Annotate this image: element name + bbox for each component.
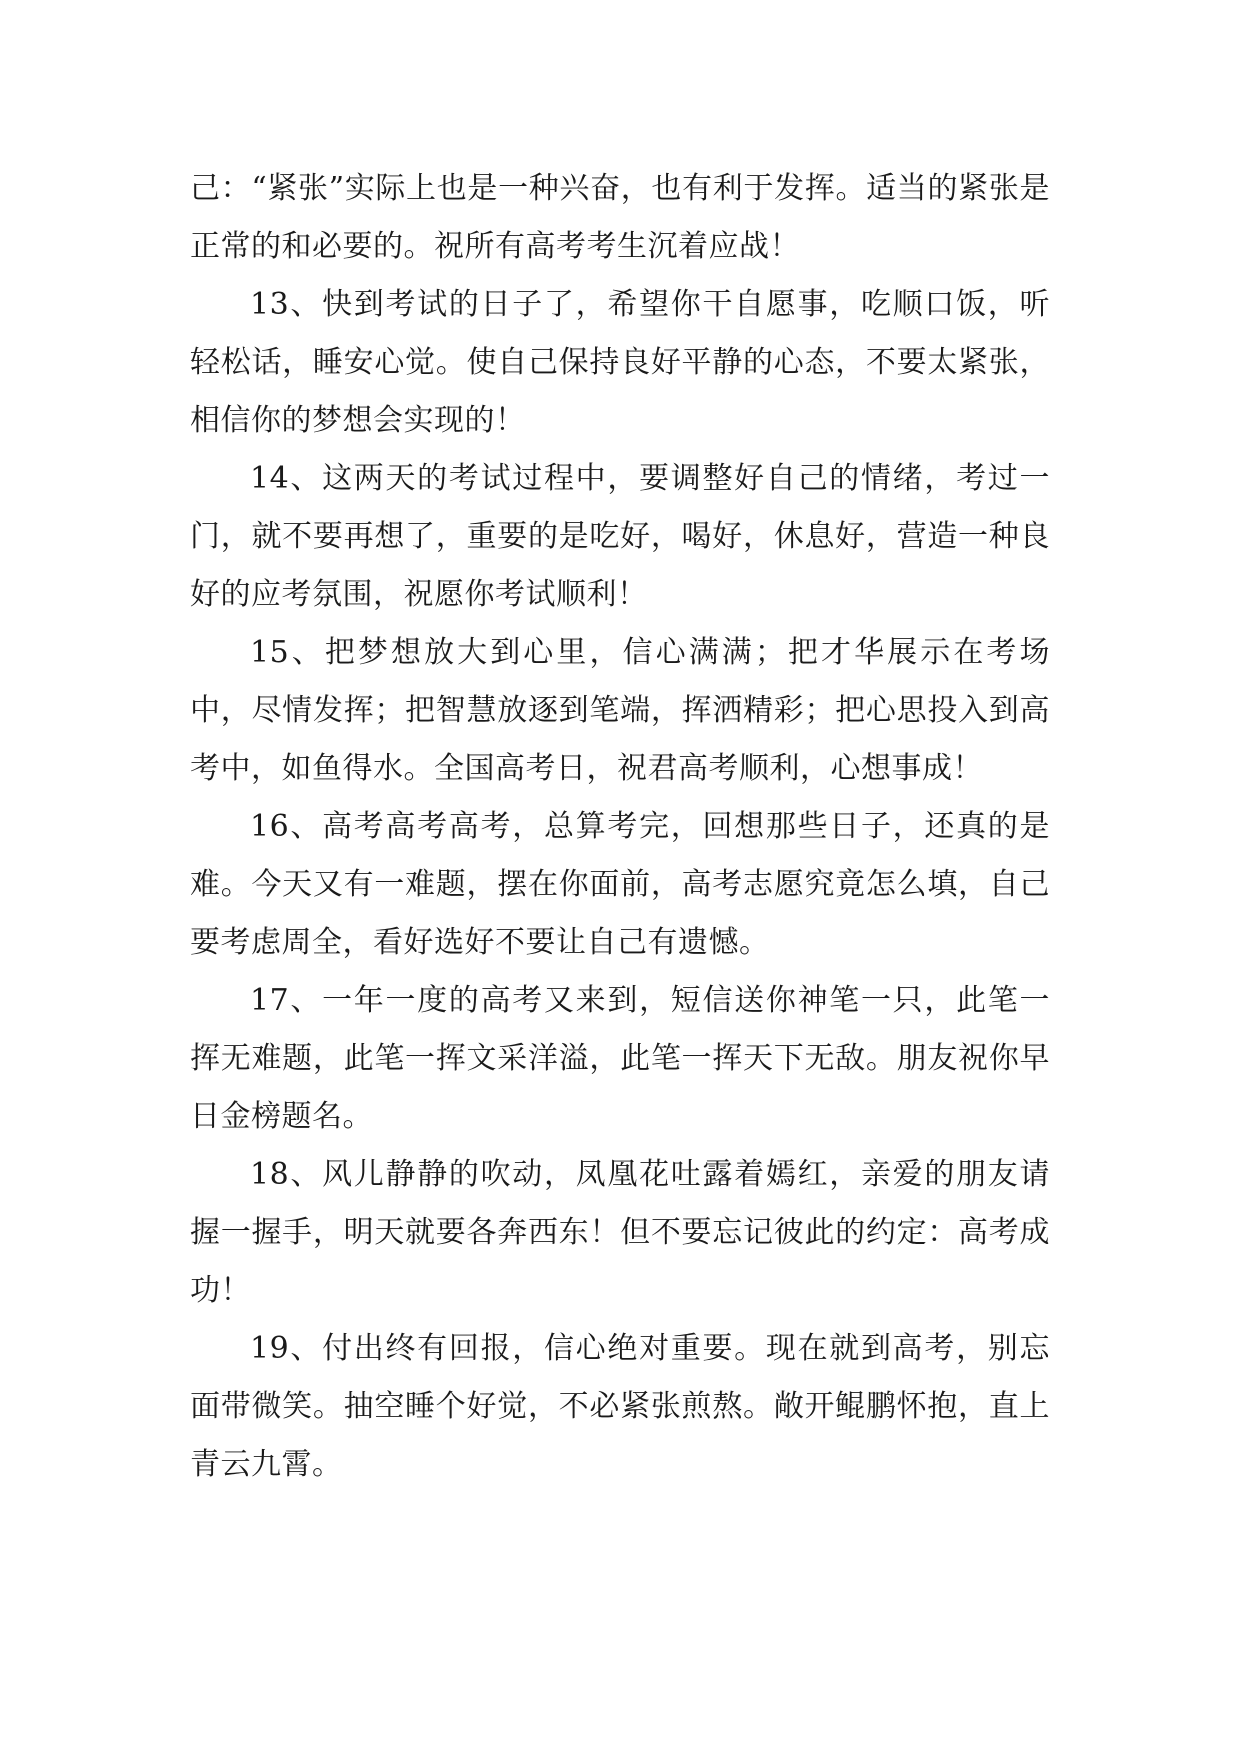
paragraph-17: 17、一年一度的高考又来到，短信送你神笔一只，此笔一挥无难题，此笔一挥文采洋溢，此笔一挥天下无敌。朋友祝你早日金榜题名。 [190,983,1050,1134]
paragraph-15: 15、把梦想放大到心里，信心满满；把才华展示在考场中，尽情发挥；把智慧放逐到笔端，挥洒精彩；把心思投入到高考中，如鱼得水。全国高考日，祝君高考顺利，心想事成！ [190,635,1050,786]
paragraph-13: 13、快到考试的日子了，希望你干自愿事，吃顺口饭，听轻松话，睡安心觉。使自己保持良好平静的心态，不要太紧张，相信你的梦想会实现的！ [190,287,1050,438]
paragraph-18: 18、风儿静静的吹动，凤凰花吐露着嫣红，亲爱的朋友请握一握手，明天就要各奔西东！但不要忘记彼此的约定：高考成功！ [190,1157,1050,1308]
paragraph-14: 14、这两天的考试过程中，要调整好自己的情绪，考过一门，就不要再想了，重要的是吃好，喝好，休息好，营造一种良好的应考氛围，祝愿你考试顺利！ [190,461,1050,612]
document-page [190,160,1050,1494]
paragraph-16: 16、高考高考高考，总算考完，回想那些日子，还真的是难。今天又有一难题，摆在你面前，高考志愿究竟怎么填，自己要考虑周全，看好选好不要让自己有遗憾。 [190,809,1050,960]
paragraph-19: 19、付出终有回报，信心绝对重要。现在就到高考，别忘面带微笑。抽空睡个好觉，不必紧张煎熬。敞开鲲鹏怀抱，直上青云九霄。 [190,1331,1050,1482]
paragraph-continuation: 己：“紧张”实际上也是一种兴奋，也有利于发挥。适当的紧张是正常的和必要的。祝所有高考考生沉着应战！ [190,171,1050,264]
